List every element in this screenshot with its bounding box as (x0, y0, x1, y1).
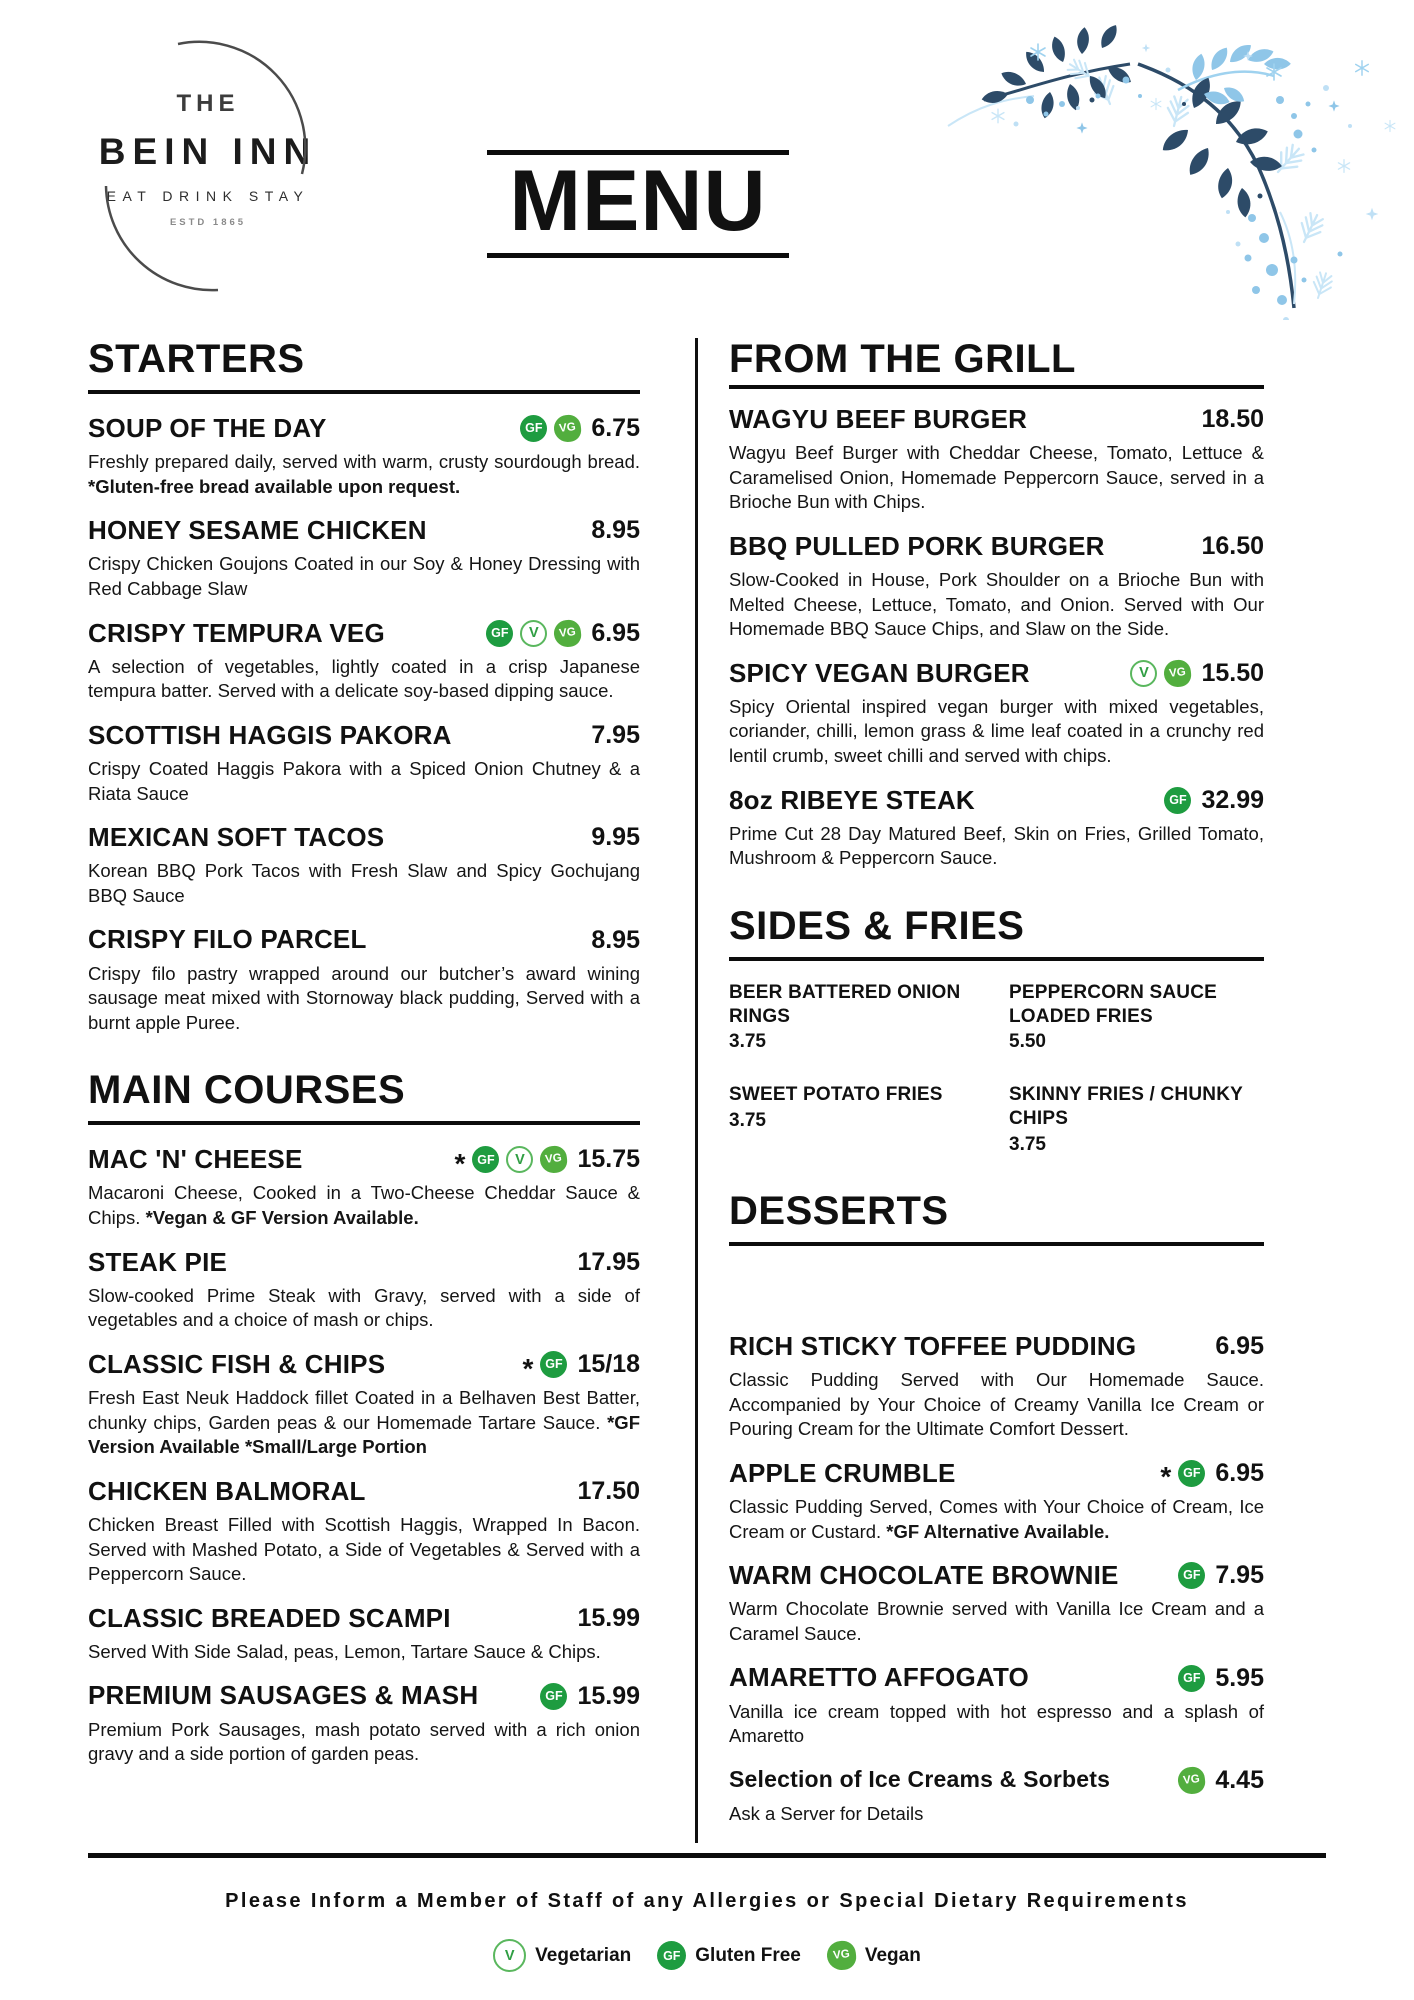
menu-item-name: MEXICAN SOFT TACOS (88, 822, 385, 853)
side-item-price: 5.50 (1009, 1031, 1046, 1053)
gluten-free-icon: GF (520, 415, 547, 442)
menu-item-header (729, 1332, 1264, 1361)
menu-item-header (88, 925, 640, 954)
menu-item (729, 532, 1264, 642)
gluten-free-icon: GF (1178, 1665, 1205, 1692)
description-text: Macaroni Cheese, Cooked in a Two-Cheese Cheddar Sauce & Chips. (88, 1182, 640, 1229)
section-heading-sides: SIDES & FRIES (729, 903, 1025, 948)
menu-item-name: MAC 'N' CHEESE (88, 1144, 303, 1175)
description-text: Crispy Coated Haggis Pakora with a Spiced Onion Chutney & a Riata Sauce (88, 758, 640, 804)
description-text: Served With Side Salad, peas, Lemon, Tartare Sauce & Chips. (88, 1640, 601, 1662)
menu-item-name: WARM CHOCOLATE BROWNIE (729, 1560, 1119, 1591)
description-note-bold: *Gluten-free bread available upon request. (88, 475, 461, 497)
vegan-icon: VG (553, 618, 583, 648)
description-text: Chicken Breast Filled with Scottish Haggis, Wrapped In Bacon. Served with Mashed Potato, a Side of Vegetables & Served with a Peppercorn Sauce. (88, 1513, 640, 1585)
menu-item-name: HONEY SESAME CHICKEN (88, 515, 427, 546)
menu-item-header (729, 786, 1264, 815)
menu-item (88, 1145, 640, 1230)
menu-item-price: 6.95 (1215, 1332, 1264, 1361)
menu-item-header (729, 405, 1264, 434)
menu-item-description (729, 441, 1264, 515)
menu-item (88, 823, 640, 908)
legend-label: Vegetarian (535, 1944, 632, 1966)
asterisk-note: * (454, 1147, 466, 1179)
menu-item-meta (588, 926, 640, 955)
menu-item-name: AMARETTO AFFOGATO (729, 1662, 1029, 1693)
menu-item (729, 405, 1264, 515)
gluten-free-icon: GF (1178, 1460, 1205, 1487)
menu-item (88, 925, 640, 1035)
header (0, 0, 1414, 338)
section-rule (88, 1121, 640, 1125)
description-text: Ask a Server for Details (729, 1802, 924, 1824)
menu-item-name: WAGYU BEEF BURGER (729, 404, 1028, 434)
section-mains (88, 1069, 640, 1766)
menu-item-name: SPICY VEGAN BURGER (729, 657, 1030, 688)
menu-item (729, 1561, 1264, 1646)
description-text: Crispy filo pastry wrapped around our butcher’s award wining sausage meat mixed with Stornoway black pudding, Served with a burnt apple Puree. (88, 962, 640, 1033)
section-rule (729, 957, 1264, 961)
right-column (698, 338, 1326, 1843)
section-desserts (729, 1190, 1264, 1826)
menu-item-description (729, 1802, 1264, 1827)
gluten-free-icon: GF (657, 1941, 686, 1970)
side-item (1009, 1083, 1264, 1156)
menu-item-header (729, 659, 1264, 688)
vegan-icon: VG (1163, 658, 1193, 688)
menu-item-description (88, 655, 640, 704)
description-note-bold: *GF Alternative Available. (886, 1520, 1110, 1542)
menu-item-header (88, 823, 640, 852)
menu-item-meta (574, 1604, 640, 1633)
menu-item-price: 18.50 (1201, 405, 1264, 434)
description-note-bold: *Vegan & GF Version Available. (145, 1207, 419, 1229)
gluten-free-icon: GF (540, 1351, 567, 1378)
menu-item-price: 5.95 (1215, 1663, 1264, 1692)
page-title: MENU (487, 150, 789, 258)
side-item (729, 1083, 981, 1156)
menu-item-price: 6.95 (591, 618, 640, 647)
description-text: Vanilla ice cream topped with hot espresso and a splash of Amaretto (729, 1700, 1264, 1747)
menu-item-price: 15/18 (577, 1350, 640, 1379)
description-text: Fresh East Neuk Haddock fillet Coated in a Belhaven Best Batter, chunky chips, Garden peas & our Homemade Tartare Sauce. (88, 1387, 640, 1433)
vegetarian-icon: V (1130, 660, 1157, 687)
vegan-icon: VG (539, 1145, 569, 1175)
menu-item (88, 721, 640, 806)
menu-item-header (88, 619, 640, 648)
description-text: Slow-cooked Prime Steak with Gravy, served with a side of vegetables and a choice of mash or chips. (88, 1284, 640, 1331)
description-text: Freshly prepared daily, served with warm, crusty sourdough bread. (88, 451, 640, 473)
menu-item-description (88, 450, 640, 499)
description-text: Classic Pudding Served with Our Homemade Sauce. Accompanied by Your Choice of Creamy Vanilla Ice Cream or Pouring Cream for the Ultimate Comfort Dessert. (729, 1369, 1264, 1440)
section-starters (88, 338, 640, 1035)
menu-item-name: PREMIUM SAUSAGES & MASH (88, 1680, 479, 1711)
legend-item-vg (827, 1941, 921, 1970)
section-rule (729, 1242, 1264, 1246)
legend-item-gf (657, 1941, 801, 1970)
menu-item-description (88, 1284, 640, 1333)
menu-item-price: 8.95 (591, 925, 640, 954)
legend-label: Gluten Free (695, 1944, 801, 1966)
menu-item-header (88, 1248, 640, 1277)
footer-divider (88, 1853, 1326, 1858)
gluten-free-icon: GF (540, 1683, 567, 1710)
menu-item-meta (522, 1350, 640, 1384)
menu-item-description (88, 1513, 640, 1587)
menu-item-header (729, 1561, 1264, 1590)
description-text: Prime Cut 28 Day Matured Beef, Skin on Fries, Grilled Tomato, Mushroom & Peppercorn Sauce. (729, 822, 1264, 869)
logo-name: BEIN INN (98, 131, 318, 172)
menu-item-meta (588, 823, 640, 852)
menu-item-name: CLASSIC FISH & CHIPS (88, 1348, 386, 1379)
menu-item-meta (1160, 1458, 1264, 1493)
asterisk-note: * (522, 1352, 534, 1384)
asterisk-note: * (1160, 1461, 1172, 1493)
menu-item-price: 7.95 (1215, 1561, 1264, 1590)
menu-item-meta (1178, 1766, 1264, 1795)
menu-item-meta (1178, 1664, 1264, 1693)
menu-columns (88, 338, 1326, 1843)
section-rule (729, 385, 1264, 389)
menu-item-header (88, 1681, 640, 1710)
menu-item-description (88, 962, 640, 1036)
menu-item-name: CHICKEN BALMORAL (88, 1475, 366, 1506)
menu-item-name: RICH STICKY TOFFEE PUDDING (729, 1330, 1137, 1361)
menu-item-header (88, 516, 640, 545)
menu-item-meta (588, 516, 640, 545)
menu-item-meta (1198, 405, 1264, 434)
gluten-free-icon: GF (1164, 787, 1191, 814)
menu-item-name: SCOTTISH HAGGIS PAKORA (88, 719, 452, 750)
menu-item-name: APPLE CRUMBLE (729, 1457, 956, 1488)
menu-item (729, 786, 1264, 871)
menu-item-description (729, 695, 1264, 769)
menu-item-description (729, 1495, 1264, 1544)
vegetarian-icon: V (493, 1939, 526, 1972)
menu-item (88, 414, 640, 499)
menu-item-description (729, 1700, 1264, 1749)
side-item-price: 3.75 (1009, 1133, 1046, 1155)
side-item-name: PEPPERCORN SAUCE LOADED FRIES (1009, 981, 1218, 1027)
menu-item-price: 15.50 (1201, 658, 1264, 687)
logo-circle-arcs (86, 24, 330, 332)
description-text: Spicy Oriental inspired vegan burger with mixed vegetables, coriander, chilli, lemon grass & lime leaf coated in a crunchy red lentil crumb, sweet chilli and served with chips. (729, 695, 1264, 767)
logo-estd: ESTD 1865 (169, 217, 247, 228)
menu-item (88, 1604, 640, 1665)
menu-item-price: 16.50 (1201, 531, 1264, 560)
menu-item-description (88, 552, 640, 601)
description-text: Premium Pork Sausages, mash potato served with a rich onion gravy and a side portion of garden peas. (88, 1718, 640, 1765)
side-item-price: 3.75 (729, 1031, 766, 1053)
menu-item-price: 7.95 (591, 720, 640, 749)
section-heading-desserts: DESSERTS (729, 1188, 949, 1233)
menu-item-meta (1164, 786, 1264, 815)
legend-item-v (493, 1939, 631, 1972)
left-column (88, 338, 698, 1843)
side-item (1009, 981, 1264, 1054)
logo-the: THE (176, 90, 240, 117)
menu-item-description (88, 1718, 640, 1767)
menu-item-header (88, 1144, 640, 1179)
menu-item-price: 6.75 (591, 414, 640, 443)
menu-item-meta (574, 1248, 640, 1277)
menu-item (88, 619, 640, 704)
menu-item-meta (486, 619, 640, 648)
menu-item (88, 1681, 640, 1766)
side-item-name: BEER BATTERED ONION RINGS (729, 981, 961, 1027)
menu-item-name: STEAK PIE (88, 1246, 228, 1277)
menu-item-meta (520, 414, 640, 443)
menu-item (729, 1663, 1264, 1748)
menu-item-header (729, 532, 1264, 561)
menu-item-header (88, 1477, 640, 1506)
menu-item-price: 4.45 (1215, 1765, 1264, 1794)
side-item-name: SKINNY FRIES / CHUNKY CHIPS (1009, 1084, 1243, 1130)
menu-item-description (88, 1386, 640, 1460)
description-text: Classic Pudding Served, Comes with Your Choice of Cream, Ice Cream or Custard. (729, 1495, 1264, 1542)
menu-item-description (88, 1181, 640, 1230)
vegan-icon: VG (825, 1940, 857, 1972)
sides-grid (729, 981, 1264, 1156)
menu-item-description (729, 1597, 1264, 1646)
winter-floral-decoration (942, 4, 1414, 320)
menu-item-price: 17.50 (577, 1476, 640, 1505)
menu-item-name: Selection of Ice Creams & Sorbets (729, 1766, 1111, 1793)
menu-item-header (88, 1348, 640, 1384)
menu-item-meta (574, 1477, 640, 1506)
dietary-legend (88, 1939, 1326, 2000)
menu-item-price: 6.95 (1215, 1458, 1264, 1487)
menu-item-name: 8oz RIBEYE STEAK (729, 784, 975, 815)
menu-item (729, 659, 1264, 769)
menu-item-header (88, 721, 640, 750)
description-text: Wagyu Beef Burger with Cheddar Cheese, Tomato, Lettuce & Caramelised Onion, Homemade Peppercorn Sauce, served in a Brioche Bun with Chips. (729, 442, 1264, 513)
vegetarian-icon: V (506, 1146, 533, 1173)
footer (0, 1853, 1414, 2000)
section-heading-grill: FROM THE GRILL (729, 337, 1076, 381)
menu-item (88, 1477, 640, 1587)
menu-item-description (88, 1640, 640, 1665)
menu-item-meta (1130, 659, 1264, 688)
menu-item-meta (1212, 1332, 1264, 1361)
description-text: Warm Chocolate Brownie served with Vanilla Ice Cream and a Caramel Sauce. (729, 1598, 1264, 1644)
side-item-name: SWEET POTATO FRIES (729, 1084, 943, 1106)
menu-item-name: BBQ PULLED PORK BURGER (729, 530, 1105, 561)
description-text: Crispy Chicken Goujons Coated in our Soy & Honey Dressing with Red Cabbage Slaw (88, 553, 640, 599)
description-note-bold: *GF Version Available *Small/Large Portion (88, 1411, 640, 1458)
description-text: Slow-Cooked in House, Pork Shoulder on a Brioche Bun with Melted Cheese, Lettuce, Tomato, and Onion. Served with Our Homemade BBQ Sauce Chips, and Slaw on the Side. (729, 569, 1264, 640)
menu-item-price: 15.99 (577, 1603, 640, 1632)
menu-item-price: 17.95 (577, 1247, 640, 1276)
menu-item-name: CRISPY FILO PARCEL (88, 924, 367, 955)
menu-item-price: 8.95 (591, 516, 640, 545)
menu-item (88, 1248, 640, 1333)
description-text: A selection of vegetables, lightly coated in a crisp Japanese tempura batter. Served with a delicate soy-based dipping sauce. (88, 655, 640, 702)
menu-item (729, 1332, 1264, 1442)
menu-item-meta (540, 1682, 640, 1711)
menu-item-price: 9.95 (591, 823, 640, 852)
menu-item-description (729, 1368, 1264, 1442)
menu-item-meta (1198, 532, 1264, 561)
section-grill (729, 338, 1264, 871)
section-heading-starters: STARTERS (88, 337, 305, 381)
menu-item-header (729, 1663, 1264, 1692)
gluten-free-icon: GF (1178, 1562, 1205, 1589)
gluten-free-icon: GF (486, 620, 513, 647)
gluten-free-icon: GF (472, 1146, 499, 1173)
menu-item-description (88, 757, 640, 806)
menu-item-description (88, 859, 640, 908)
bein-inn-logo (86, 24, 330, 332)
menu-item-name: CLASSIC BREADED SCAMPI (88, 1602, 451, 1633)
section-rule (88, 390, 640, 394)
menu-item (88, 516, 640, 601)
menu-item-header (729, 1457, 1264, 1493)
section-sides (729, 905, 1264, 1156)
legend-label: Vegan (864, 1944, 921, 1966)
vegetarian-icon: V (520, 620, 547, 647)
menu-item-price: 15.75 (577, 1145, 640, 1174)
menu-item-meta (588, 721, 640, 750)
menu-item-description (729, 568, 1264, 642)
side-item (729, 981, 981, 1054)
menu-item-header (88, 1604, 640, 1633)
vegan-icon: VG (553, 414, 583, 444)
menu-item-meta (1178, 1561, 1264, 1590)
menu-item-header (729, 1766, 1264, 1795)
logo-tagline: EAT DRINK STAY (106, 188, 310, 204)
menu-item-header (88, 414, 640, 443)
menu-item-name: SOUP OF THE DAY (88, 413, 327, 443)
menu-item (729, 1766, 1264, 1827)
menu-item (88, 1350, 640, 1460)
section-heading-mains: MAIN COURSES (88, 1068, 406, 1113)
menu-item-name: CRISPY TEMPURA VEG (88, 617, 385, 648)
description-text: Korean BBQ Pork Tacos with Fresh Slaw and Spicy Gochujang BBQ Sauce (88, 860, 640, 906)
vegan-icon: VG (1177, 1765, 1207, 1795)
menu-item-price: 15.99 (577, 1681, 640, 1710)
side-item-price: 3.75 (729, 1110, 766, 1132)
menu-item-price: 32.99 (1201, 785, 1264, 814)
menu-item-description (729, 822, 1264, 871)
menu-item (729, 1459, 1264, 1544)
menu-item-meta (454, 1145, 640, 1179)
allergy-note: Please Inform a Member of Staff of any Allergies or Special Dietary Requirements (225, 1890, 1189, 1913)
